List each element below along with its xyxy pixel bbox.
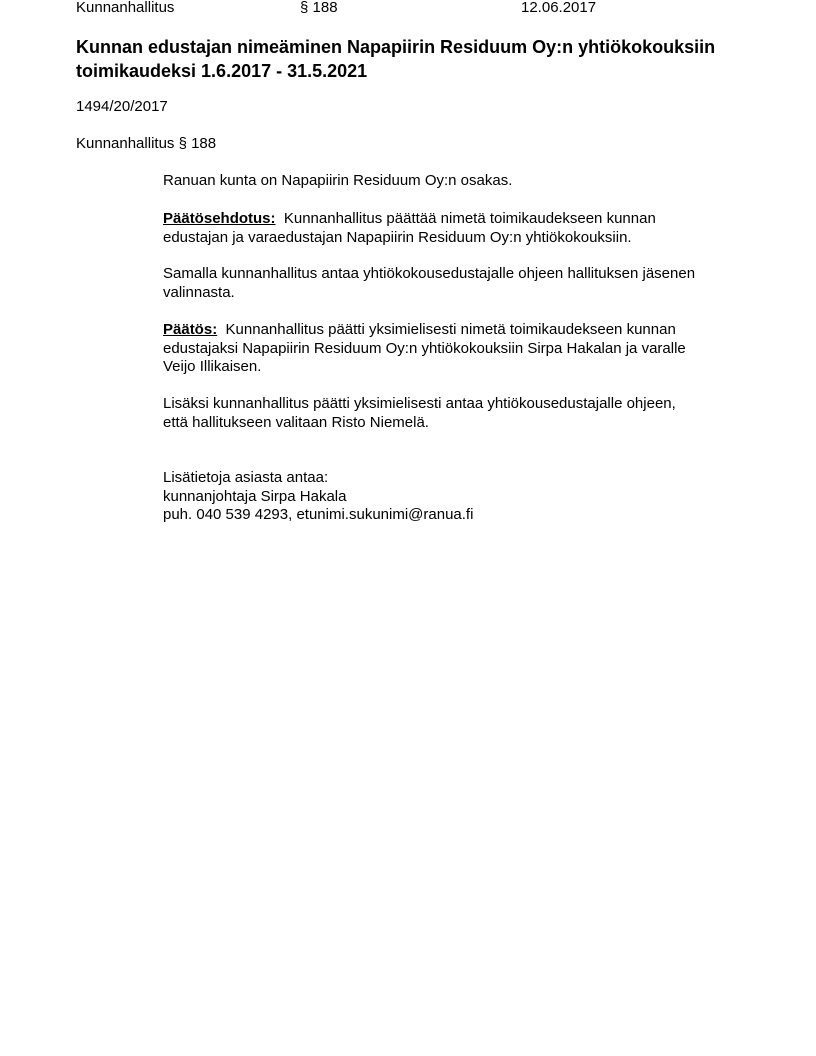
case-number: 1494/20/2017: [76, 98, 168, 115]
header-date: 12.06.2017: [521, 0, 597, 16]
proposal-line: Kunnanhallitus päättää nimetä toimikaudekseen kunnan: [283, 210, 656, 227]
title-line: Kunnan edustajan nimeäminen Napapiirin Residuum Oy:n yhtiökokouksiin: [76, 37, 716, 57]
contact-line: Lisätietoja asiasta antaa:: [163, 469, 329, 486]
decision-line: Kunnanhallitus päätti yksimielisesti nimetä toimikaudekseen kunnan: [225, 321, 676, 338]
proposal-label: Päätösehdotus:: [163, 210, 276, 227]
samalla-line: Samalla kunnanhallitus antaa yhtiökokousedustajalle ohjeen hallituksen jäsenen: [163, 265, 696, 282]
title-line: toimikaudeksi 1.6.2017 - 31.5.2021: [76, 61, 368, 81]
contact-line: kunnanjohtaja Sirpa Hakala: [163, 487, 347, 505]
additional-line: Lisäksi kunnanhallitus päätti yksimielisesti antaa yhtiökousedustajalle ohjeen,: [163, 395, 676, 412]
decision-line: edustajaksi Napapiirin Residuum Oy:n yhtiökokouksiin Sirpa Hakalan ja varalle: [163, 339, 686, 357]
section-heading: Kunnanhallitus § 188: [76, 135, 217, 152]
header-body: Kunnanhallitus: [76, 0, 175, 16]
decision-line: Veijo Illikaisen.: [163, 358, 262, 375]
samalla-line: valinnasta.: [163, 283, 235, 301]
intro-paragraph: Ranuan kunta on Napapiirin Residuum Oy:n osakas.: [163, 172, 513, 189]
header-section: § 188: [300, 0, 338, 16]
samalla-paragraph: [163, 265, 695, 302]
proposal-paragraph: [163, 210, 656, 247]
contact-info: [163, 469, 473, 525]
contact-line: puh. 040 539 4293, etunimi.sukunimi@ranua.fi: [163, 506, 474, 523]
page-title: [76, 35, 715, 83]
additional-paragraph: [163, 395, 676, 432]
proposal-line: edustajan ja varaedustajan Napapiirin Residuum Oy:n yhtiökokouksiin.: [163, 228, 632, 246]
additional-line: että hallitukseen valitaan Risto Niemelä.: [163, 413, 429, 431]
decision-label: Päätös:: [163, 321, 218, 338]
decision-paragraph: [163, 321, 686, 377]
